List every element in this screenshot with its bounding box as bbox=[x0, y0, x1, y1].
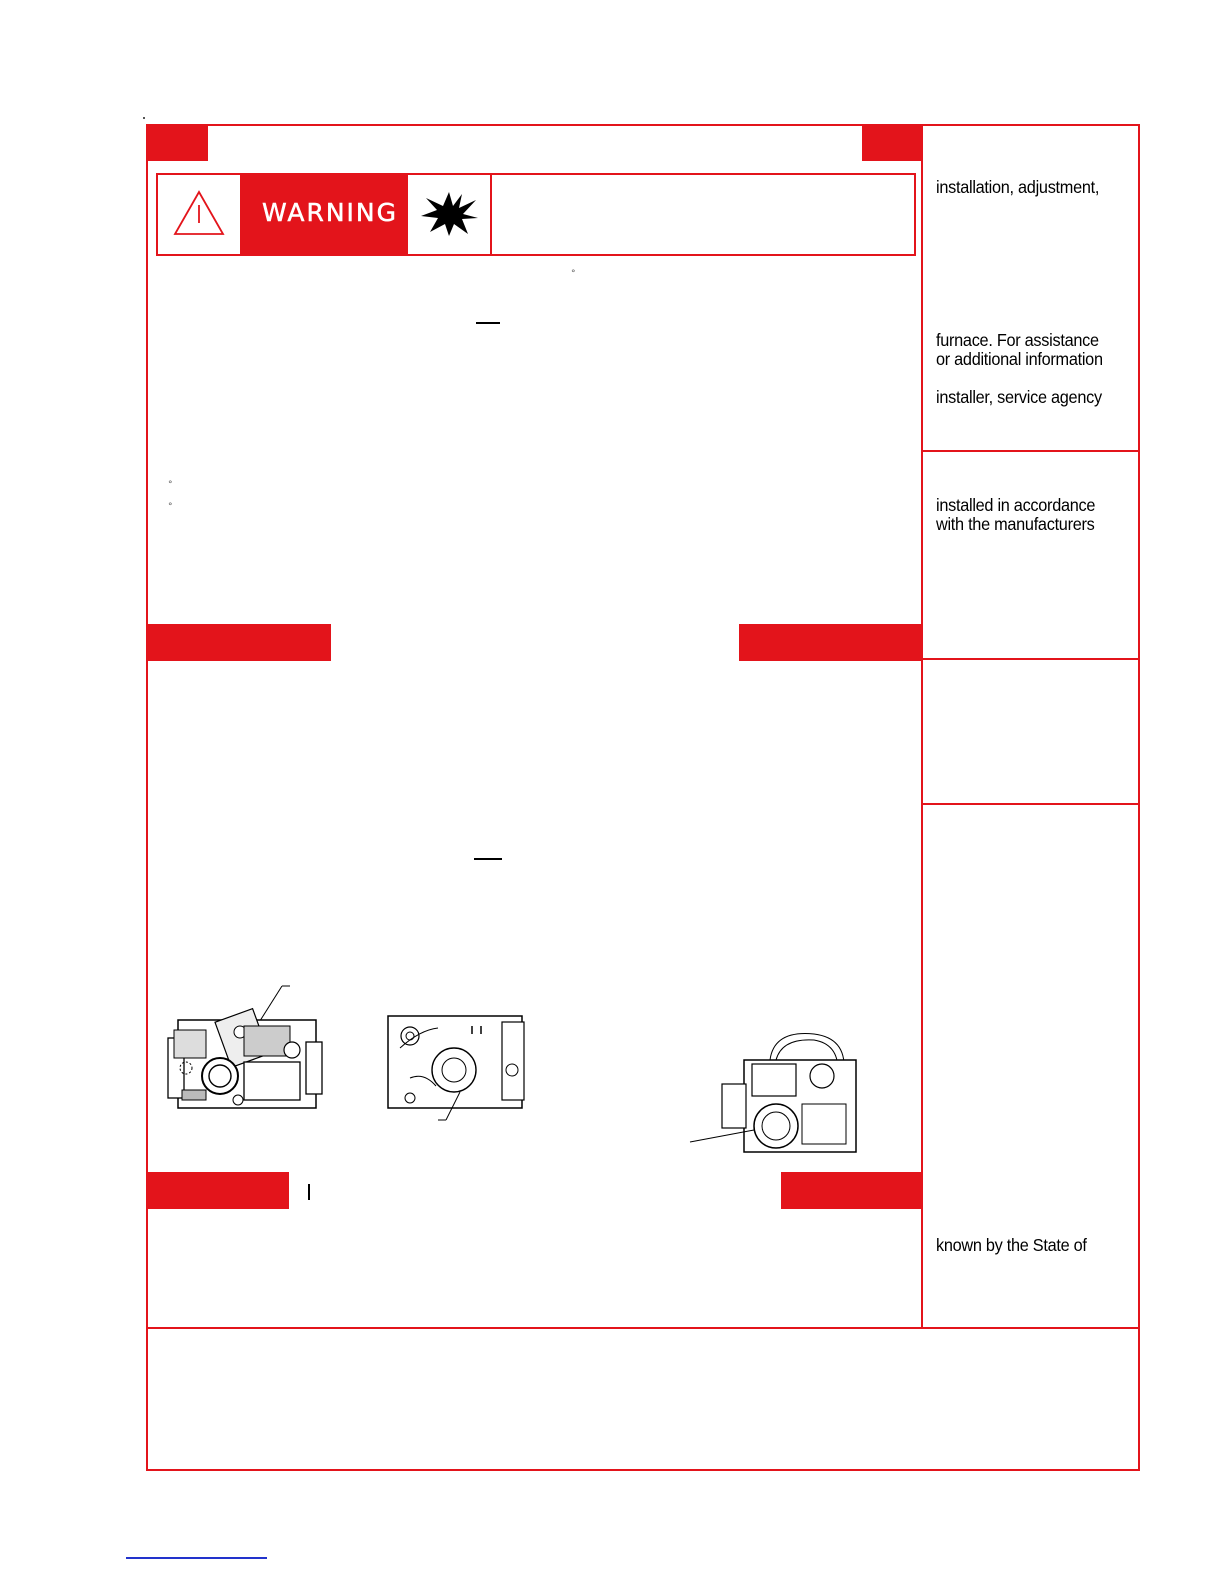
frame-right bbox=[1138, 124, 1140, 1471]
section1-header-left bbox=[146, 124, 208, 161]
degree-mark: ° bbox=[168, 480, 173, 490]
column-divider bbox=[921, 124, 923, 1329]
page-mark bbox=[143, 117, 145, 119]
explosion-icon bbox=[418, 188, 480, 238]
gas-valve-diagram-1 bbox=[160, 980, 330, 1115]
warning-label: WARNING bbox=[262, 198, 398, 227]
sidebar-divider-3 bbox=[921, 803, 1140, 805]
section3-header-left bbox=[146, 1172, 289, 1209]
sidebar-text: installer, service agency bbox=[936, 387, 1102, 407]
section2-header-left bbox=[146, 624, 331, 661]
footer-divider bbox=[146, 1327, 1140, 1329]
alert-triangle-icon bbox=[172, 189, 226, 237]
underline-mark bbox=[474, 858, 502, 860]
section1-header-right bbox=[862, 124, 923, 161]
sidebar-divider-2 bbox=[921, 658, 1140, 660]
warning-divider-2 bbox=[406, 173, 408, 256]
sidebar-divider-1 bbox=[921, 450, 1140, 452]
degree-mark: ° bbox=[571, 269, 576, 279]
gas-valve-diagram-2 bbox=[380, 1008, 530, 1133]
frame-bottom bbox=[146, 1469, 1140, 1471]
sidebar-text: or additional information bbox=[936, 349, 1103, 369]
warning-divider-3 bbox=[490, 173, 492, 256]
text-cursor-mark bbox=[308, 1184, 310, 1200]
section2-header-right bbox=[739, 624, 923, 661]
gas-valve-diagram-3 bbox=[684, 1026, 864, 1156]
frame-top bbox=[146, 124, 1140, 126]
sidebar-text: with the manufacturers bbox=[936, 514, 1095, 534]
sidebar-text: known by the State of bbox=[936, 1235, 1087, 1255]
sidebar-text: installed in accordance bbox=[936, 495, 1096, 515]
degree-mark: ° bbox=[168, 502, 173, 512]
sidebar-text: furnace. For assistance bbox=[936, 330, 1099, 350]
frame-left bbox=[146, 124, 148, 1471]
link-underline[interactable] bbox=[126, 1557, 267, 1559]
section3-header-right bbox=[781, 1172, 923, 1209]
sidebar-text: installation, adjustment, bbox=[936, 177, 1100, 197]
underline-mark bbox=[476, 322, 500, 324]
